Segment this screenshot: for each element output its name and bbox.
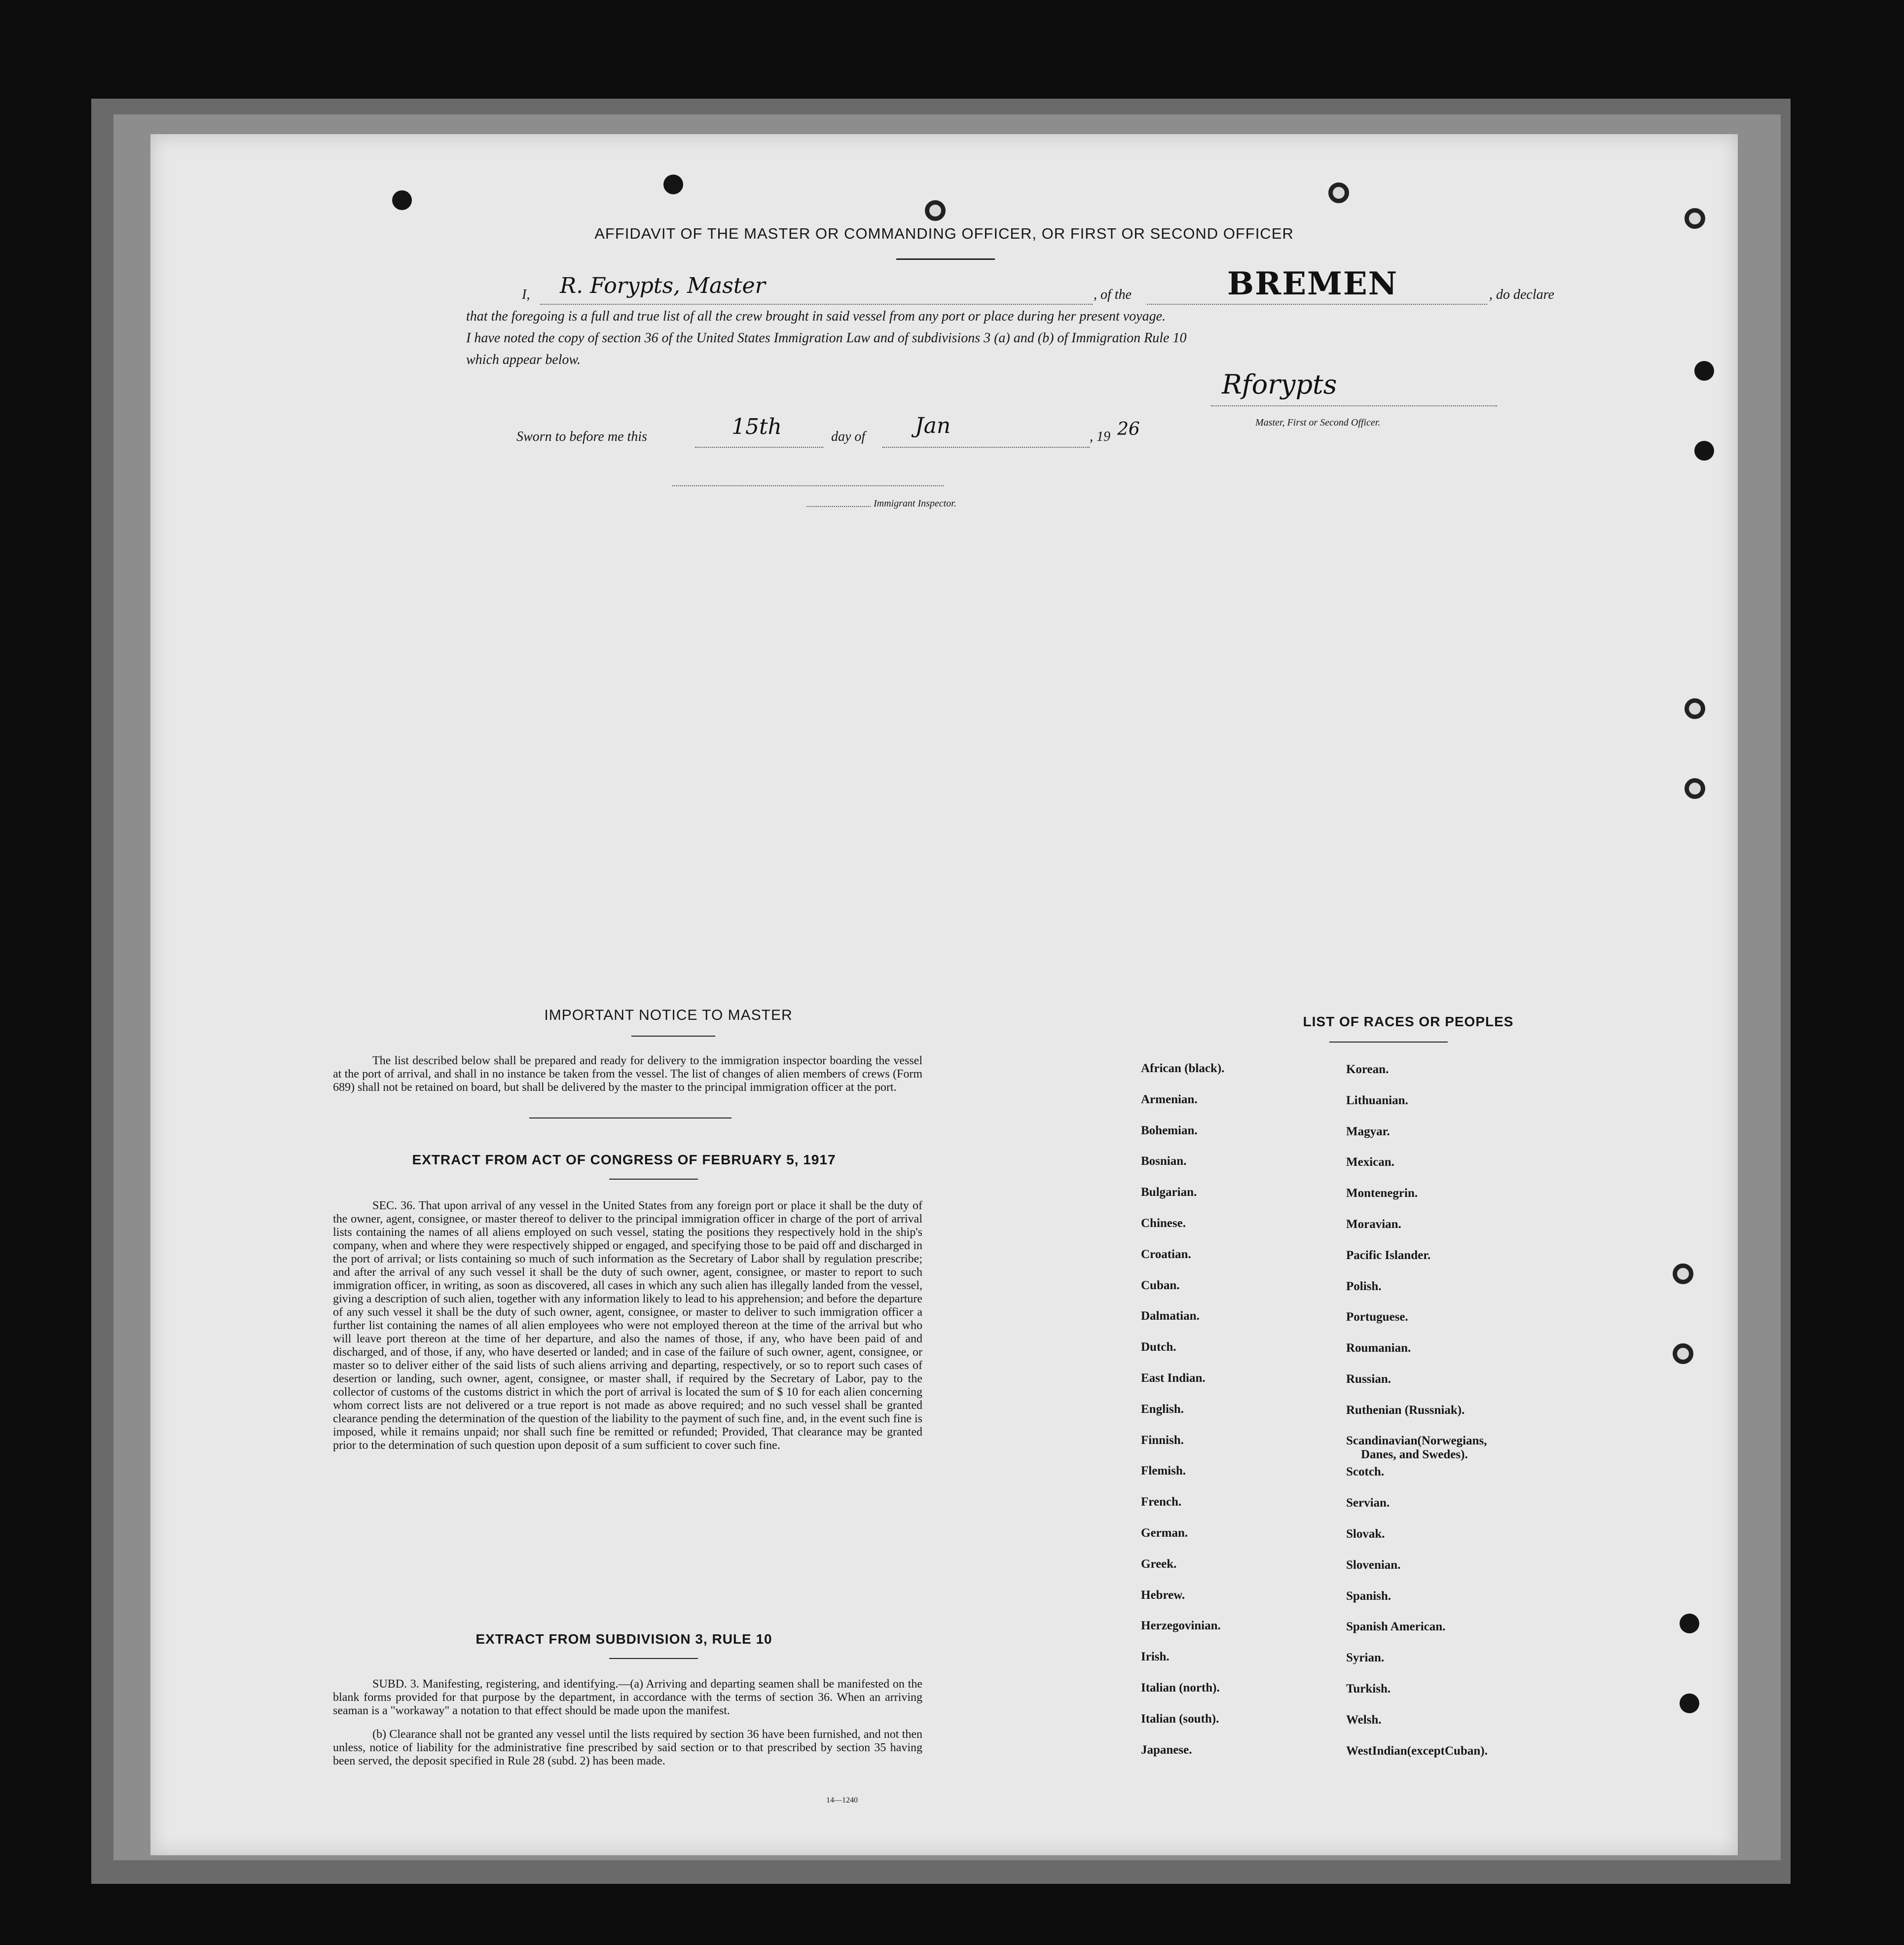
races-right-column [1346,1062,1563,1774]
declaration-line-2: that the foregoing is a full and true list of all the crew brought in said vessel from any port or place during her present voyage. [466,309,1166,324]
punch-hole [1680,1614,1699,1633]
race-item: Scotch. [1346,1465,1385,1479]
affidavit-title: AFFIDAVIT OF THE MASTER OR COMMANDING OFFICER, OR FIRST OR SECOND OFFICER [594,225,1294,242]
race-item: Polish. [1346,1279,1382,1293]
rule-para-b: (b) Clearance shall not be granted any vessel until the lists required by section 36 have been furnished, and not then unless, notice of liability for the administrative fine prescribed by said section or to that prescribed by section 35 having been served, the deposit specified in Rule 28 (subd. 2) has been made. [333,1728,922,1767]
punch-hole [1328,182,1349,203]
race-item: Greek. [1141,1557,1177,1571]
race-item: Italian (south). [1141,1712,1219,1726]
race-item: Flemish. [1141,1464,1186,1478]
race-item: Slovak. [1346,1527,1385,1541]
race-item-line: Scandinavian(Norwegians, [1346,1434,1487,1447]
punch-hole [1694,441,1714,461]
form-code: 14—1240 [826,1796,858,1804]
race-item: Armenian. [1141,1092,1198,1106]
punch-hole [392,190,412,210]
race-item: Chinese. [1141,1216,1186,1230]
punch-hole [1680,1693,1699,1713]
sworn-day-line [695,447,823,448]
race-item: Mexican. [1346,1155,1394,1169]
race-item: Montenegrin. [1346,1187,1418,1200]
master-signature: Rforypts [1222,369,1337,400]
race-item: Slovenian. [1346,1558,1401,1572]
race-item-line: Danes, and Swedes). [1361,1447,1468,1461]
race-item: Roumanian. [1346,1341,1411,1355]
race-item: Servian. [1346,1496,1390,1510]
race-item: Bulgarian. [1141,1186,1197,1199]
sworn-month-line [882,447,1090,448]
signature-caption: Master, First or Second Officer. [1255,417,1381,428]
race-item: Finnish. [1141,1433,1184,1447]
sworn-month: Jan [915,413,951,438]
punch-hole [1694,361,1714,381]
race-item: Cuban. [1141,1278,1180,1292]
race-item: Russian. [1346,1372,1391,1386]
race-item: Syrian. [1346,1651,1385,1665]
rule-title: EXTRACT FROM SUBDIVISION 3, RULE 10 [476,1631,772,1647]
race-item: Ruthenian (Russniak). [1346,1403,1465,1417]
punch-hole [1684,778,1705,799]
race-item: Welsh. [1346,1713,1382,1727]
race-item: WestIndian(exceptCuban). [1346,1744,1488,1758]
sworn-prefix: Sworn to before me this [516,429,647,444]
race-item: Hebrew. [1141,1588,1185,1602]
inspector-caption: Immigrant Inspector. [874,498,956,509]
race-item: Lithuanian. [1346,1093,1408,1107]
notice-rule [631,1036,715,1037]
races-rule [1329,1042,1448,1043]
race-item: Irish. [1141,1650,1170,1664]
race-item [1346,1434,1563,1465]
race-item: Portuguese. [1346,1310,1408,1324]
act-body: SEC. 36. That upon arrival of any vessel in the United States from any foreign port or place it shall be the duty of the owner, agent, consignee, or master thereof to deliver to the principal immigration officer in charge of the port of arrival lists containing the names of all aliens employed on such vessel, stating the positions they respectively hold in the ship's company, when and where they were respectively shipped or engaged, and specifying those to be paid off and discharged in the port of arrival; or lists containing so much of such information as the Secretary of Labor shall by regulation prescribe; and after the arrival of any such vessel it shall be the duty of such owner, agent, consignee, or master to report to such immigration officer, in writing, as soon as discovered, all cases in which any such alien has illegally landed from the vessel, giving a description of such alien, together with any information likely to lead to his apprehension; and before the departure of any such vessel it shall be the duty of such owner, agent, consignee, or master to deliver to such immigration officer a further list containing the names of all alien employees who were not employed thereon at the time of the arrival but who will leave port thereon at the time of her departure, and also the names of those, if any, who have been paid of and discharged, and of those, if any, who have deserted or landed; and in case of the failure of such owner, agent, consignee, or master so to deliver either of the said lists of such aliens arriving and departing, respectively, or so to report such cases of desertion or landing, such owner, agent, consignee, or master shall, if required by the Secretary of Labor, pay to the collector of customs of the customs district in which the port of arrival is located the sum of $ 10 for each alien concerning whom correct lists are not delivered or a true report is not made as above required; and no such vessel shall be granted clearance pending the determination of the question of the liability to the payment of such fine, and, in the event such fine is imposed, while it remains unpaid; nor shall such fine be remitted or refunded; Provided, That clearance may be granted prior to the determination of such question upon deposit of a sum sufficient to cover such fine. [333,1199,922,1452]
race-item: English. [1141,1402,1184,1416]
do-declare-label: , do declare [1489,287,1554,302]
punch-hole [1684,698,1705,719]
sworn-day: 15th [732,414,782,439]
race-item: Italian (north). [1141,1681,1220,1694]
inspector-signature-line [672,485,944,486]
race-item: Bosnian. [1141,1154,1187,1168]
race-item: French. [1141,1495,1182,1509]
declaration-line-3: I have noted the copy of section 36 of the United States Immigration Law and of subdivisions 3 (a) and (b) of Immigration Rule 10 [466,330,1187,346]
race-item: German. [1141,1526,1188,1540]
vessel-name: BREMEN [1227,265,1398,302]
of-the-label: , of the [1094,287,1132,302]
race-item: East Indian. [1141,1371,1206,1385]
year-prefix: , 19 [1090,429,1110,444]
race-item: African (black). [1141,1062,1225,1075]
race-item: Herzegovinian. [1141,1619,1221,1633]
rule-para-a: SUBD. 3. Manifesting, registering, and identifying.—(a) Arriving and departing seamen shall be manifested on the blank forms provided for that purpose by the department, in accordance with the terms of section 36. When an arriving seaman is a "workaway" a notation to that effect should be made upon the manifest. [333,1678,922,1717]
sworn-year: 26 [1117,419,1140,439]
race-item: Bohemian. [1141,1123,1198,1137]
punch-hole [1673,1343,1693,1364]
act-title: EXTRACT FROM ACT OF CONGRESS OF FEBRUARY 5, 1917 [412,1152,836,1167]
race-item: Turkish. [1346,1682,1391,1695]
rule-rule [609,1658,698,1659]
race-item: Dalmatian. [1141,1309,1200,1323]
day-of-label: day of [831,429,866,444]
inspector-caption-line [806,506,871,507]
punch-hole [1673,1263,1693,1284]
declarant-line [540,304,1093,305]
race-item: Pacific Islander. [1346,1248,1431,1262]
notice-body: The list described below shall be prepared and ready for delivery to the immigration inspector boarding the vessel at the port of arrival, and shall in no instance be taken from the vessel. The list of changes of alien members of crews (Form 689) shall not be retained on board, but shall be delivered by the master to the principal immigration officer at the port. [333,1054,922,1094]
race-item: Spanish. [1346,1589,1391,1603]
race-item: Magyar. [1346,1124,1390,1138]
race-item: Dutch. [1141,1340,1176,1354]
punch-hole [663,175,683,194]
declarant-prefix: I, [522,287,530,302]
race-item: Japanese. [1141,1743,1192,1757]
race-item: Croatian. [1141,1247,1191,1261]
punch-hole [925,200,946,221]
title-rule [896,258,995,260]
signature-line [1211,405,1497,406]
declarant-handwritten: R. Forypts, Master [560,273,766,298]
document-page [150,134,1738,1855]
race-item: Spanish American. [1346,1620,1446,1634]
race-item: Moravian. [1346,1217,1401,1231]
notice-title: IMPORTANT NOTICE TO MASTER [544,1007,793,1023]
races-title: LIST OF RACES OR PEOPLES [1303,1014,1514,1029]
declaration-line-4: which appear below. [466,352,581,367]
race-item: Korean. [1346,1063,1389,1076]
act-rule [609,1179,698,1180]
notice-divider [529,1117,732,1118]
vessel-line [1147,304,1487,305]
races-left-column [1141,1061,1348,1773]
